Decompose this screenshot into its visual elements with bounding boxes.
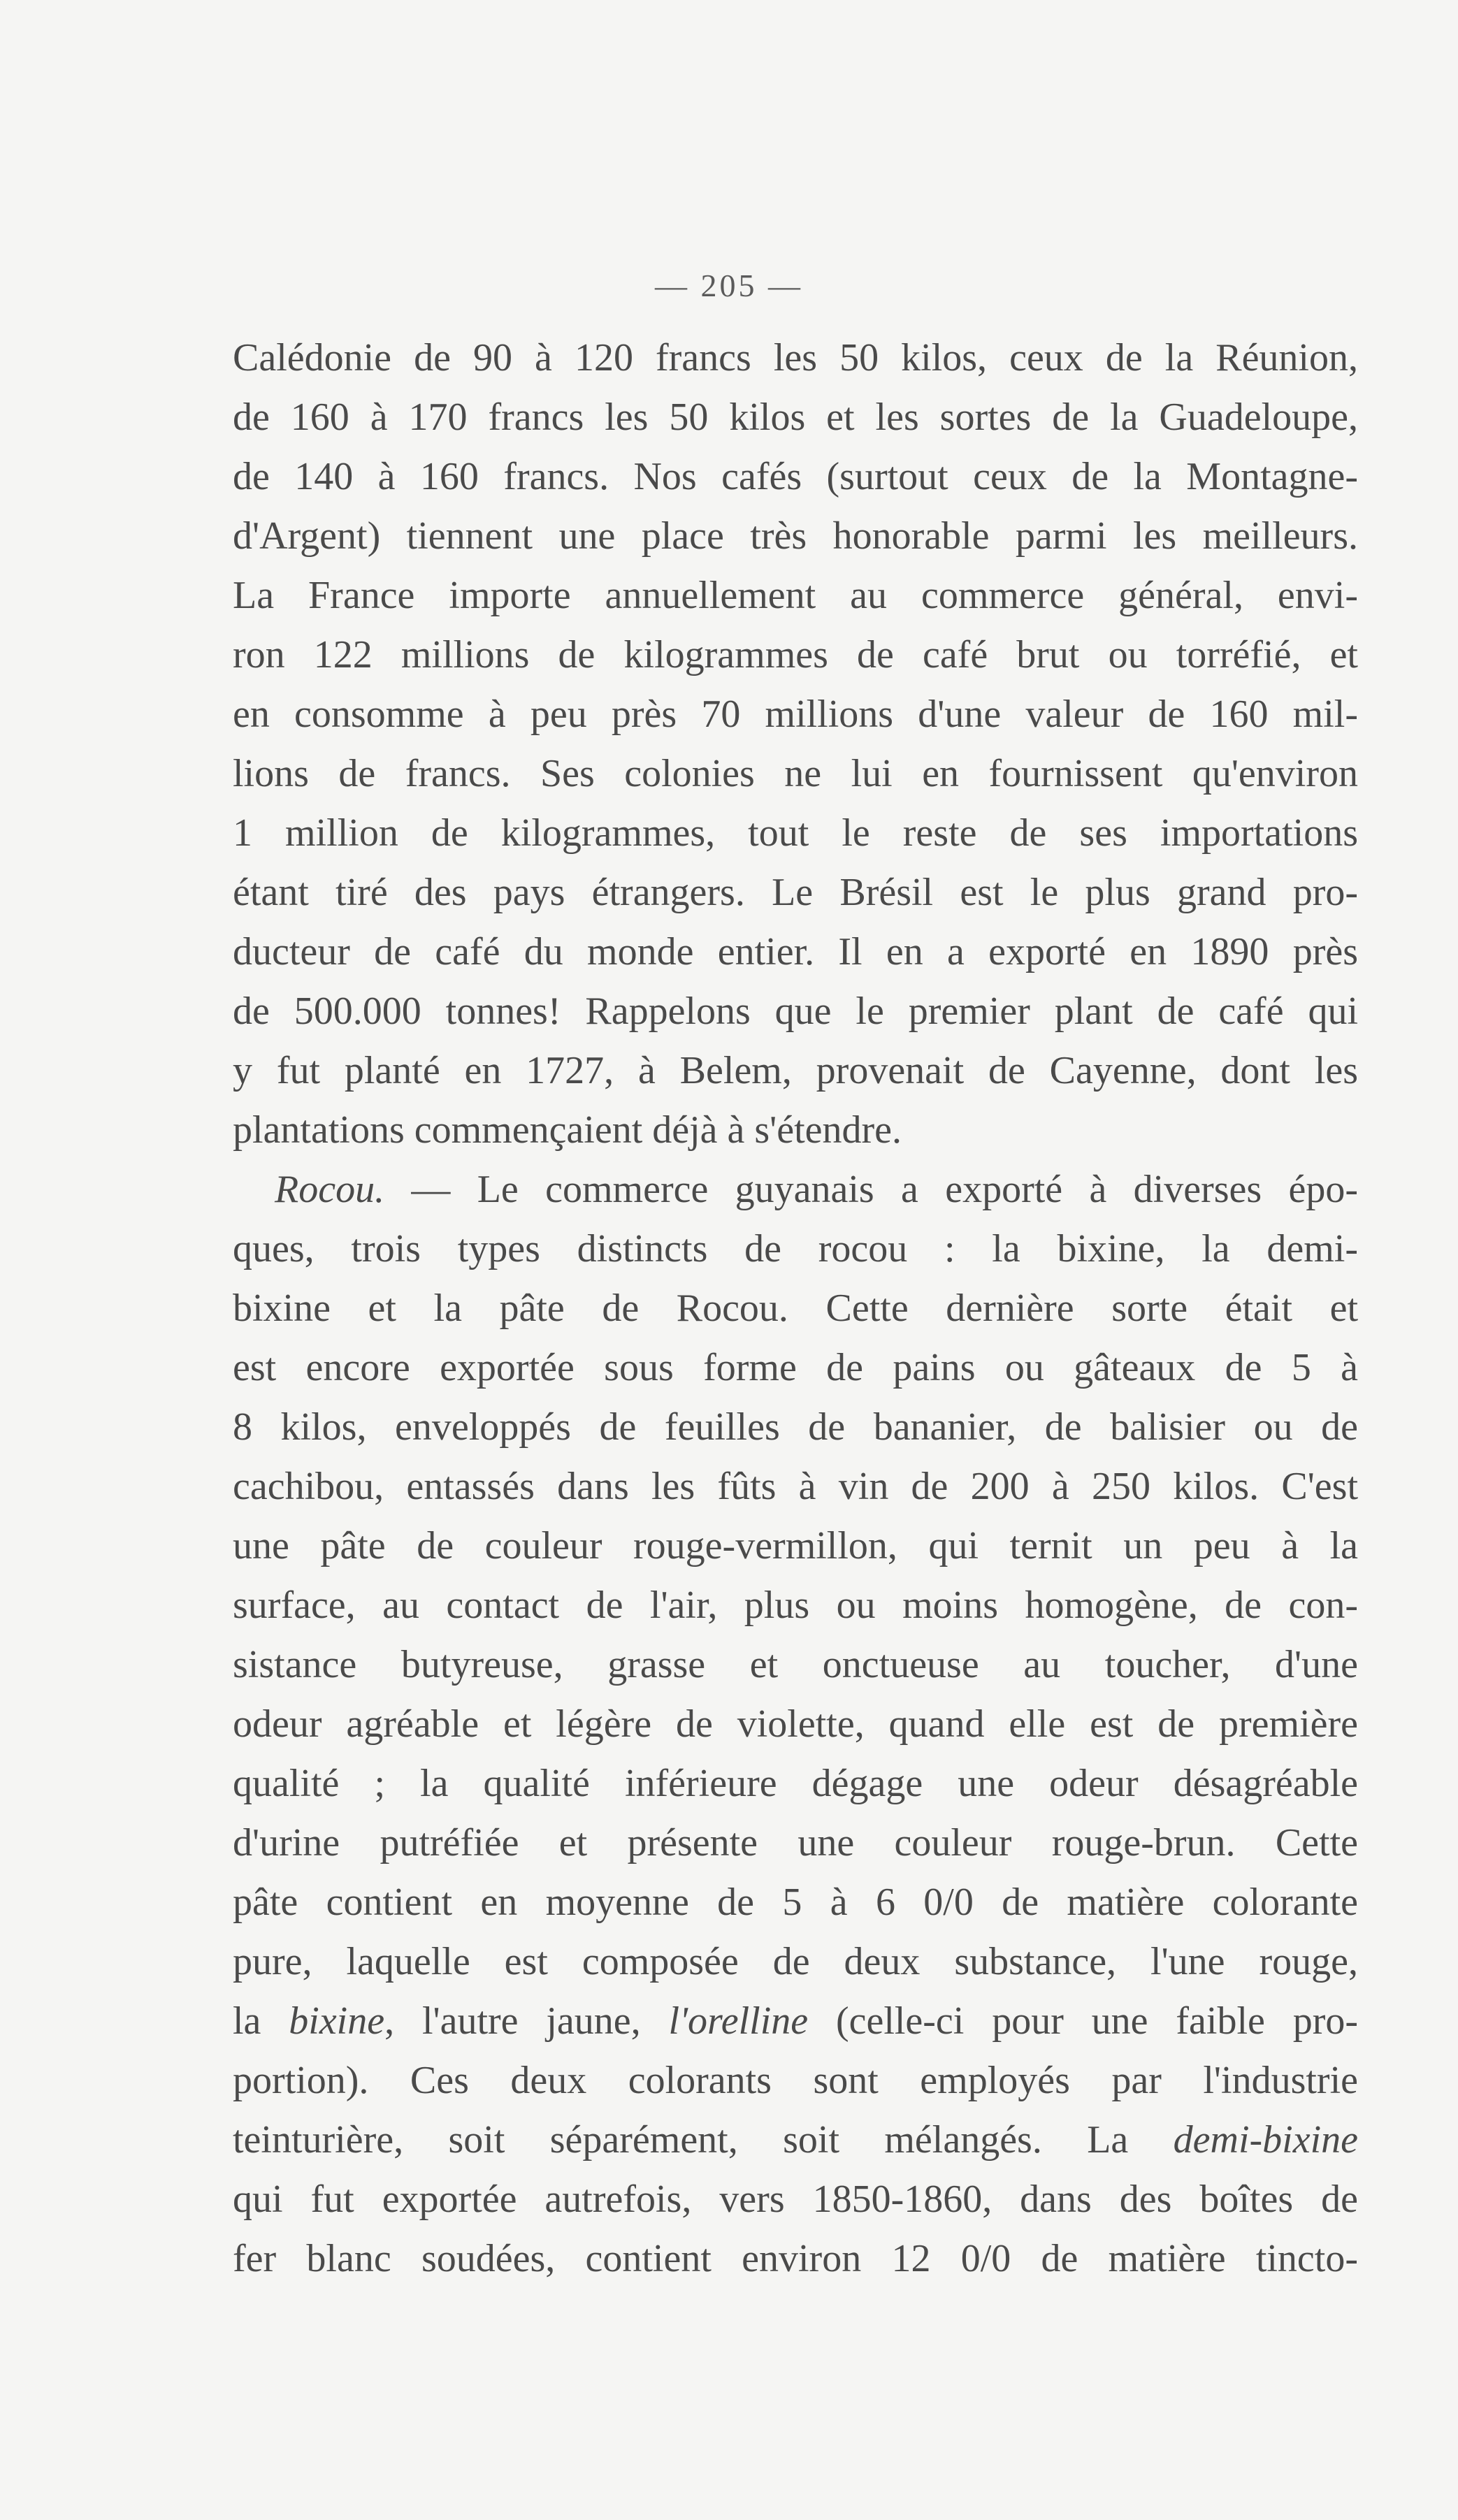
text-line: ducteur de café du monde entier. Il en a exporté en 1890 près — [233, 930, 1358, 973]
text-line: lions de francs. Ses colonies ne lui en fournissent qu'environ — [233, 752, 1358, 795]
text-line: de 500.000 tonnes! Rappelons que le premier plant de café qui — [233, 990, 1358, 1033]
text-line: ques, trois types distincts de rocou : la bixine, la demi- — [233, 1227, 1358, 1270]
text-line: portion). Ces deux colorants sont employés par l'industrie — [233, 2059, 1358, 2102]
text-line: fer blanc soudées, contient environ 12 0/0 de matière tincto- — [233, 2237, 1358, 2280]
text-line — [233, 1992, 1358, 2051]
page-number: — 205 — — [655, 268, 803, 303]
text-line: cachibou, entassés dans les fûts à vin de 200 à 250 kilos. C'est — [233, 1465, 1358, 1508]
text-line: étant tiré des pays étrangers. Le Brésil est le plus grand pro- — [233, 871, 1358, 914]
text-line: pure, laquelle est composée de deux substance, l'une rouge, — [233, 1940, 1358, 1983]
text-line: de 160 à 170 francs les 50 kilos et les sortes de la Guadeloupe, — [233, 396, 1358, 439]
text-fragment: la — [233, 1999, 289, 2043]
text-line: odeur agréable et légère de violette, quand elle est de première — [233, 1702, 1358, 1746]
text-fragment: teinturière, soit séparément, soit mélangés. La — [233, 2118, 1174, 2161]
term-demi-bixine: demi-bixine — [1173, 2118, 1358, 2161]
text-line: surface, au contact de l'air, plus ou moins homogène, de con- — [233, 1584, 1358, 1627]
text-line: d'urine putréfiée et présente une couleur rouge-brun. Cette — [233, 1821, 1358, 1864]
text-line: 1 million de kilogrammes, tout le reste de ses importations — [233, 811, 1358, 855]
body-text — [233, 328, 1358, 2289]
text-line: plantations commençaient déjà à s'étendre. — [233, 1108, 902, 1152]
text-line: d'Argent) tiennent une place très honorable parmi les meilleurs. — [233, 514, 1358, 558]
text-line: pâte contient en moyenne de 5 à 6 0/0 de matière colorante — [233, 1881, 1358, 1924]
text-line: en consomme à peu près 70 millions d'une valeur de 160 mil- — [233, 693, 1358, 736]
term-orelline: l'orelline — [668, 1999, 809, 2043]
text-line — [233, 2110, 1358, 2170]
text-line: une pâte de couleur rouge-vermillon, qui ternit un peu à la — [233, 1524, 1358, 1567]
text-line: qualité ; la qualité inférieure dégage une odeur désagréable — [233, 1762, 1358, 1805]
text-line: La France importe annuellement au commerce général, envi- — [233, 574, 1358, 617]
term-bixine: bixine — [289, 1999, 385, 2043]
text-fragment: (celle-ci pour une faible pro- — [808, 1999, 1358, 2043]
text-fragment: , l'autre jaune, — [384, 1999, 669, 2043]
section-title-rocou: Rocou. — [275, 1168, 385, 1211]
text-line: qui fut exportée autrefois, vers 1850-1860, dans des boîtes de — [233, 2178, 1358, 2221]
text-line: bixine et la pâte de Rocou. Cette dernière sorte était et — [233, 1287, 1358, 1330]
text-fragment: — Le commerce guyanais a exporté à diverses épo- — [384, 1168, 1358, 1211]
text-line: ron 122 millions de kilogrammes de café brut ou torréfié, et — [233, 633, 1358, 676]
section-heading-line — [233, 1160, 1358, 1219]
text-line: y fut planté en 1727, à Belem, provenait de Cayenne, dont les — [233, 1049, 1358, 1092]
text-line: de 140 à 160 francs. Nos cafés (surtout ceux de la Montagne- — [233, 455, 1358, 498]
text-line: Calédonie de 90 à 120 francs les 50 kilos, ceux de la Réunion, — [233, 336, 1358, 379]
text-line: 8 kilos, enveloppés de feuilles de bananier, de balisier ou de — [233, 1405, 1358, 1449]
text-line: sistance butyreuse, grasse et onctueuse au toucher, d'une — [233, 1643, 1358, 1686]
text-line: est encore exportée sous forme de pains ou gâteaux de 5 à — [233, 1346, 1358, 1389]
